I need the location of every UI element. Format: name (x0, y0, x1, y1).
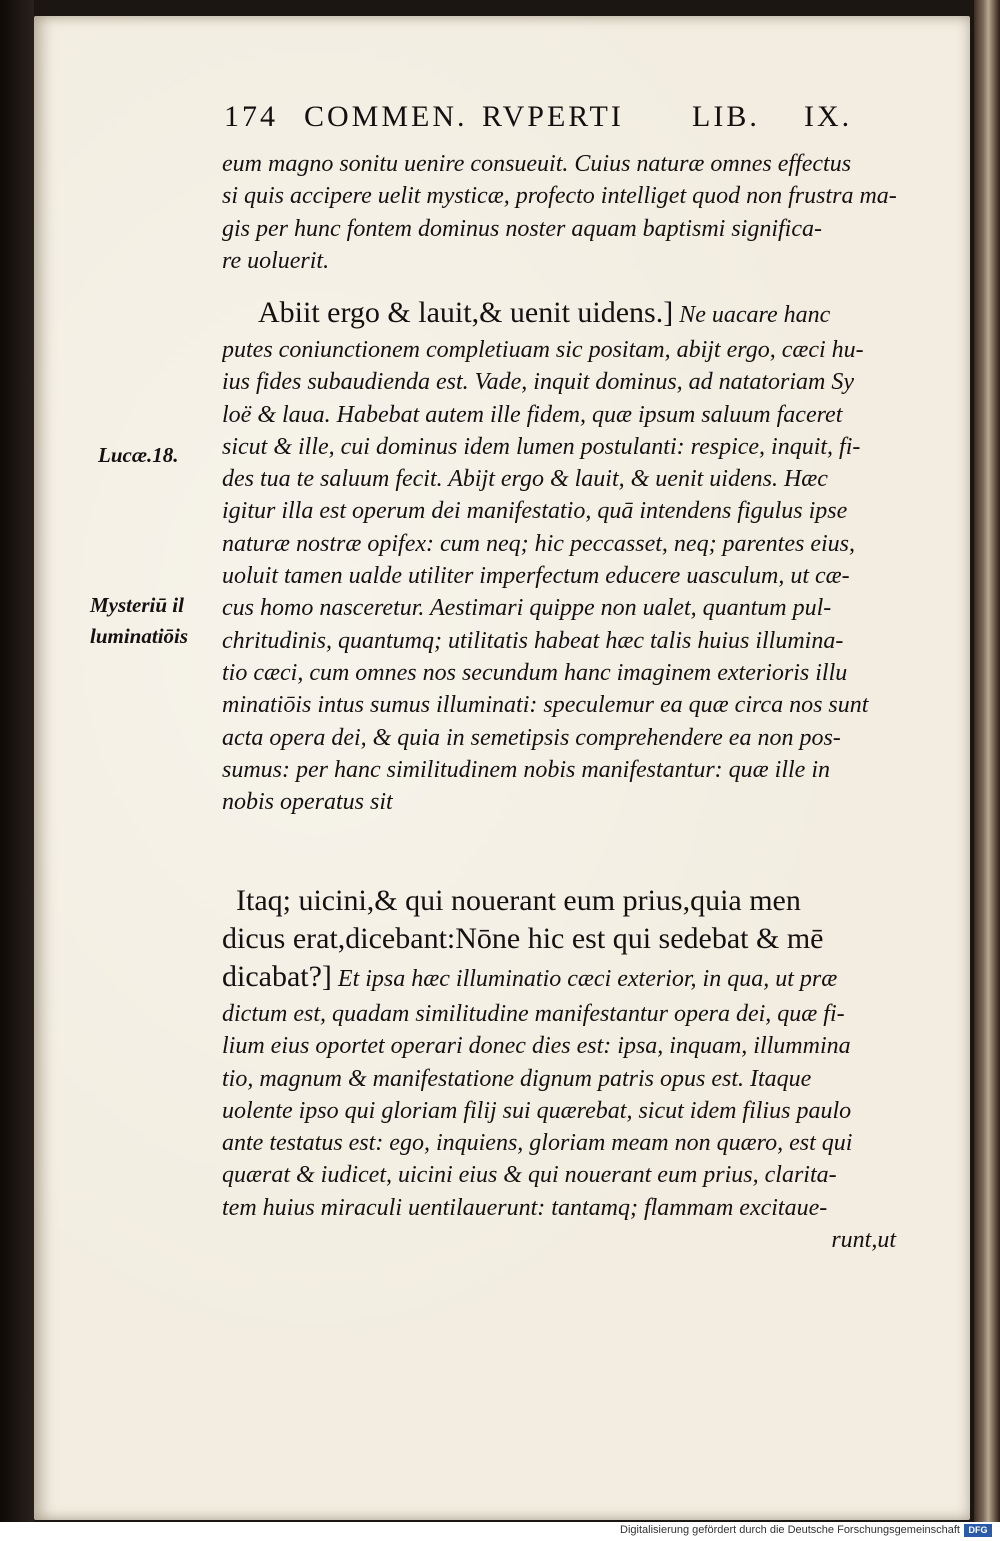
text-line: nobis operatus sit (222, 789, 393, 816)
text-line: acta opera dei, & quia in semetipsis comprehendere ea non pos- (222, 724, 841, 751)
text-block-2 (222, 294, 912, 818)
text-line: si quis accipere uelit mysticæ, profecto intelliget quod non frustra ma- (222, 183, 897, 210)
text-line: tem huius miraculi uentilauerunt: tantamq; flammam excitaue- (222, 1194, 828, 1221)
book-edge (974, 0, 1000, 1522)
catchword: runt,ut (831, 1227, 896, 1254)
text-line: gis per hunc fontem dominus noster aquam baptismi significa- (222, 215, 822, 242)
text-line: minatiōis intus sumus illuminati: speculemur ea quæ circa nos sunt (222, 692, 869, 719)
lemma-text: Abiit ergo & lauit,& uenit uidens.] (258, 296, 674, 329)
margin-note-luca: Lucæ.18. (98, 443, 179, 467)
text-line: re uoluerit. (222, 247, 330, 274)
lemma-text: dicabat?] (222, 960, 332, 993)
text-segment: Ne uacare hanc (673, 302, 831, 328)
text-line: tio cæci, cum omnes nos secundum hanc imaginem exterioris illu (222, 659, 848, 686)
book-gutter-shadow (0, 0, 34, 1522)
text-line: tio, magnum & manifestatione dignum patris opus est. Itaque (222, 1065, 812, 1092)
page-number: 174 (224, 100, 278, 133)
lemma-line (222, 294, 912, 334)
text-line: ius fides subaudienda est. Vade, inquit dominus, ad natatoriam Sy (222, 369, 854, 396)
text-line: naturæ nostræ opifex: cum neq; hic peccasset, neq; parentes eius, (222, 530, 855, 557)
text-line: loë & laua. Habebat autem ille fidem, quæ ipsum saluum faceret (222, 401, 843, 428)
text-line: ante testatus est: ego, inquiens, gloriam meam non quæro, est qui (222, 1130, 853, 1157)
dfg-logo: DFG (964, 1524, 992, 1537)
text-line: uolente ipso qui gloriam filij sui quærebat, sicut idem filius paulo (222, 1097, 852, 1124)
lemma-line (222, 958, 912, 998)
lemma-line: Itaq; uicini,& qui nouerant eum prius,quia men (236, 884, 801, 917)
running-title-lib: LIB. (692, 100, 760, 133)
digitization-credit: Digitalisierung gefördert durch die Deutsche Forschungsgemeinschaft (620, 1524, 960, 1536)
running-title-book-number: IX. (804, 100, 853, 133)
margin-note-line: Mysteriū il (90, 593, 184, 617)
margin-note-mysterium (90, 590, 188, 652)
text-line: cus homo nasceretur. Aestimari quippe non ualet, quantum pul- (222, 595, 832, 622)
margin-note-line: luminatiōis (90, 624, 189, 648)
text-line: des tua te saluum fecit. Abijt ergo & lauit, & uenit uidens. Hæc (222, 466, 828, 493)
text-segment: Et ipsa hæc illuminatio cæci exterior, in qua, ut præ (331, 966, 838, 992)
text-block-1 (222, 148, 912, 277)
text-line: igitur illa est operum dei manifestatio, quā intendens figulus ipse (222, 498, 848, 525)
text-line: chritudinis, quantumq; utilitatis habeat hæc talis huius illumina- (222, 627, 844, 654)
text-line: sicut & ille, cui dominus idem lumen postulanti: respice, inquit, fi- (222, 433, 861, 460)
text-line: dictum est, quadam similitudine manifestantur opera dei, quæ fi- (222, 1001, 845, 1027)
text-line: sumus: per hanc similitudinem nobis manifestantur: quæ ille in (222, 756, 830, 783)
text-line: quærat & iudicet, uicini eius & qui nouerant eum prius, clarita- (222, 1162, 837, 1189)
text-line: putes coniunctionem completiuam sic positam, abijt ergo, cæci hu- (222, 337, 864, 363)
text-line: eum magno sonitu uenire consueuit. Cuius naturæ omnes effectus (222, 151, 852, 177)
lemma-line: dicus erat,dicebant:Nōne hic est qui sedebat & mē (222, 922, 824, 955)
text-block-3 (222, 882, 912, 1256)
running-title-commen: COMMEN. (304, 100, 468, 133)
running-title-ruperti: RVPERTI (482, 100, 624, 133)
text-line: uoluit tamen ualde utiliter imperfectum educere uasculum, ut cæ- (222, 563, 850, 590)
text-line: lium eius oportet operari donec dies est: ipsa, inquam, illummina (222, 1033, 851, 1060)
